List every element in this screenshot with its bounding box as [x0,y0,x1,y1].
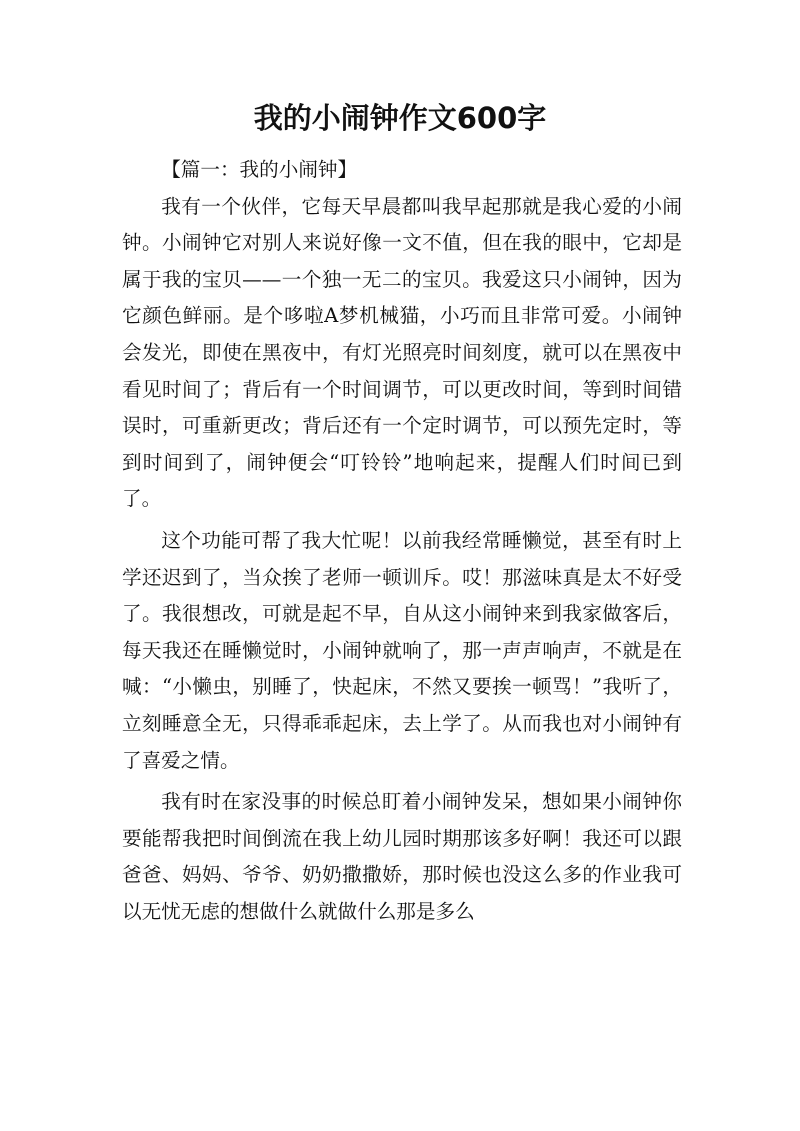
document-title: 我的小闹钟作文600字 [253,101,547,135]
paragraph-1: 我有一个伙伴，它每天早晨都叫我早起那就是我心爱的小闹钟。小闹钟它对别人来说好像一文不值，但在我的眼中，它却是属于我的宝贝——一个独一无二的宝贝。我爱这只小闹钟，因为它颜色鲜丽。是个哆啦A梦机械猫，小巧而且非常可爱。小闹钟会发光，即使在黑夜中，有灯光照亮时间刻度，就可以在黑夜中看见时间了；背后有一个时间调节，可以更改时间，等到时间错误时，可重新更改；背后还有一个定时调节，可以预先定时，等到时间到了，闹钟便会“叮铃铃”地响起来，提醒人们时间已到了。 [122,194,682,511]
paragraph-3: 我有时在家没事的时候总盯着小闹钟发呆，想如果小闹钟你要能帮我把时间倒流在我上幼儿园时期那该多好啊！我还可以跟爸爸、妈妈、爷爷、奶奶撒撒娇，那时候也没这么多的作业我可以无忧无虑的想做什么就做什么那是多么 [122,790,682,923]
paragraph-2: 这个功能可帮了我大忙呢！以前我经常睡懒觉，甚至有时上学还迟到了，当众挨了老师一顿训斥。哎！那滋味真是太不好受了。我很想改，可就是起不早，自从这小闹钟来到我家做客后，每天我还在睡懒觉时，小闹钟就响了，那一声声响声，不就是在喊：“小懒虫，别睡了，快起床，不然又要挨一顿骂！”我听了，立刻睡意全无，只得乖乖起床，去上学了。从而我也对小闹钟有了喜爱之情。 [122,528,682,772]
document-body [122,152,682,930]
section-heading: 【篇一：我的小闹钟】 [161,158,358,181]
